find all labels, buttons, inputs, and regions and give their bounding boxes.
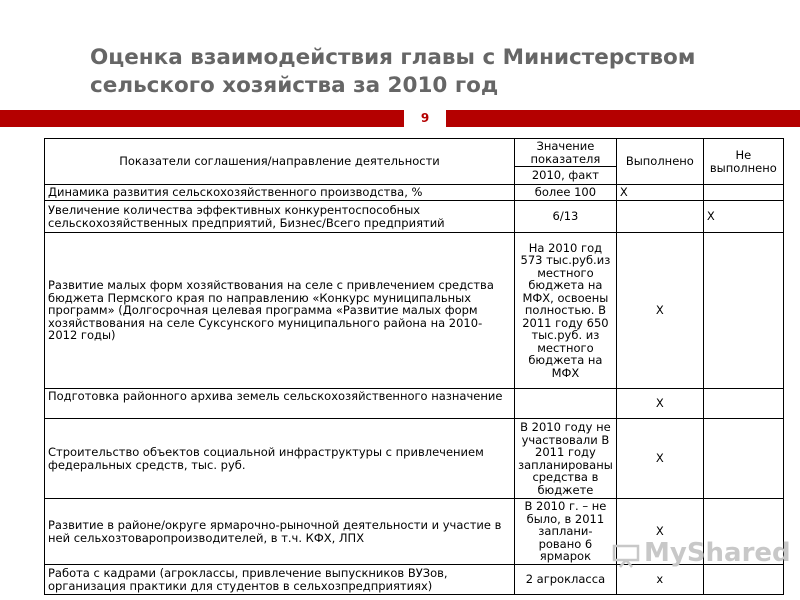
row-done: [616, 201, 703, 233]
row-value: На 2010 год 573 тыс.руб.из местного бюджета на МФХ, освоены полностью. В 2011 году 650 тыс.руб. из местного бюджета на МФХ: [515, 233, 617, 389]
row-not-done: [703, 185, 783, 201]
slide-title: [90, 44, 770, 100]
row-indicator: Динамика развития сельскохозяйственного производства, %: [45, 185, 515, 201]
row-done: Х: [616, 389, 703, 419]
header-indicator: Показатели соглашения/направление деятельности: [45, 139, 515, 185]
table-row: [45, 389, 784, 419]
row-done: Х: [616, 419, 703, 499]
table-row: [45, 201, 784, 233]
table-row: [45, 419, 784, 499]
row-indicator: Работа с кадрами (агроклассы, привлечение выпускников ВУЗов, организация практики для студентов в сельхозпредприятиях): [45, 565, 515, 595]
row-not-done: Х: [703, 201, 783, 233]
header-not-done: Не выполнено: [703, 139, 783, 185]
row-indicator: Увеличение количества эффективных конкурентоспособных сельскохозяйственных предприятий, Бизнес/Всего предприятий: [45, 201, 515, 233]
row-not-done: [703, 233, 783, 389]
slide-title-line-2: сельского хозяйства за 2010 год: [90, 73, 499, 98]
row-value: В 2010 г. – не было, в 2011 заплани-ровано 6 ярмарок: [515, 499, 617, 565]
header-value: Значение показателя: [515, 139, 617, 167]
table-row: [45, 565, 784, 595]
row-not-done: [703, 565, 783, 595]
row-value: 2 агрокласса: [515, 565, 617, 595]
accent-bar-right: [446, 110, 800, 127]
accent-bar-left: [0, 110, 404, 127]
row-done: Х: [616, 185, 703, 201]
indicators-table: [44, 138, 784, 595]
row-value: [515, 389, 617, 419]
row-indicator: Строительство объектов социальной инфраструктуры с привлечением федеральных средств, тыс. руб.: [45, 419, 515, 499]
slide-title-line-1: Оценка взаимодействия главы с Министерством: [90, 45, 696, 70]
row-done: Х: [616, 499, 703, 565]
row-done: Х: [616, 233, 703, 389]
table-header-row: [45, 139, 784, 167]
row-indicator: Подготовка районного архива земель сельскохозяйственного назначение: [45, 389, 515, 419]
header-value-sub: 2010, факт: [515, 167, 617, 185]
row-value: более 100: [515, 185, 617, 201]
row-value: 6/13: [515, 201, 617, 233]
row-indicator: Развитие в районе/округе ярмарочно-рыночной деятельности и участие в ней сельхозтоваропроизводителей, в т.ч. КФХ, ЛПХ: [45, 499, 515, 565]
watermark-text: MyShared: [644, 538, 791, 568]
table-row: [45, 185, 784, 201]
table-row: [45, 233, 784, 389]
row-not-done: [703, 419, 783, 499]
row-not-done: [703, 389, 783, 419]
presentation-board-icon: [612, 544, 640, 568]
row-value: В 2010 году не участвовали В 2011 году запланированы средства в бюджете: [515, 419, 617, 499]
row-indicator: Развитие малых форм хозяйствования на селе с привлечением средства бюджета Пермского края по направлению «Конкурс муниципальных программ» (Долгосрочная целевая программа «Развитие малых форм хозяйствования на селе Суксунского муниципального района на 2010-2012 годы): [45, 233, 515, 389]
row-done: х: [616, 565, 703, 595]
page-number: 9: [420, 111, 430, 125]
header-done: Выполнено: [616, 139, 703, 185]
